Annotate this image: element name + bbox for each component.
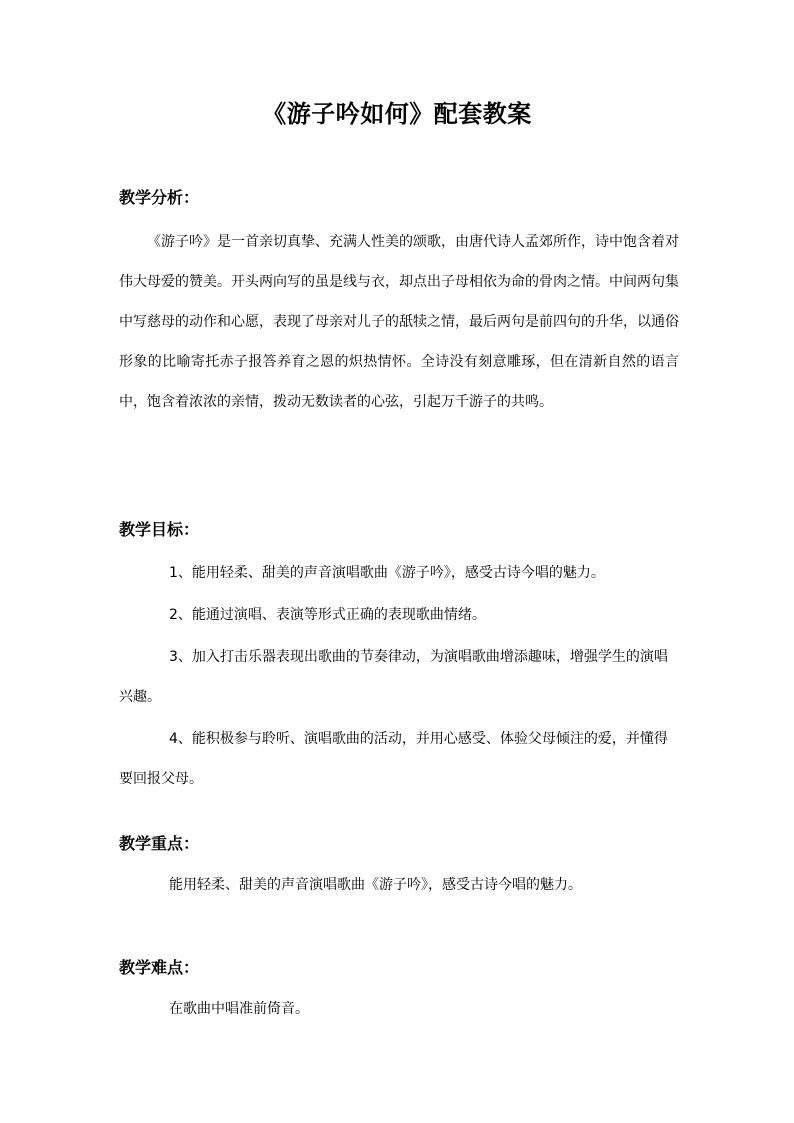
objective-item-4: 4、能积极参与聆听、演唱歌曲的活动，并用心感受、体验父母倾注的爱，并懂得要回报父母。: [119, 731, 668, 787]
objectives-heading: 教学目标：: [119, 520, 200, 539]
analysis-heading: 教学分析：: [119, 188, 200, 207]
objective-item-1: 1、能用轻柔、甜美的声音演唱歌曲《游子吟》，感受古诗今唱的魅力。: [169, 565, 605, 581]
difficulties-heading: 教学难点：: [119, 958, 200, 977]
document-title: 《游子吟如何》配套教案: [262, 100, 532, 128]
key-points-heading: 教学重点：: [119, 834, 200, 853]
objective-item-2: 2、能通过演唱、表演等形式正确的表现歌曲情绪。: [169, 607, 486, 623]
key-points-text: 能用轻柔、甜美的声音演唱歌曲《游子吟》，感受古诗今唱的魅力。: [169, 877, 582, 893]
analysis-paragraph: 《游子吟》是一首亲切真挚、充满人性美的颂歌，由唐代诗人孟郊所作，诗中饱含着对伟大母爱的赞美。开头两向写的虽是线与衣，却点出子母相依为命的骨肉之情。中间两句集中写慈母的动作和心愿，表现了母亲对儿子的舐犊之情，最后两句是前四句的升华，以通俗形象的比喻寄托赤子报答养育之恩的炽热情怀。全诗没有刻意雕琢，但在清新自然的语言中，饱含着浓浓的亲情，拨动无数读者的心弦，引起万千游子的共鸣。: [119, 234, 679, 410]
objective-item-3: 3、加入打击乐器表现出歌曲的节奏律动，为演唱歌曲增添趣味，增强学生的演唱兴趣。: [119, 649, 668, 705]
difficulties-text: 在歌曲中唱准前倚音。: [169, 1001, 309, 1017]
